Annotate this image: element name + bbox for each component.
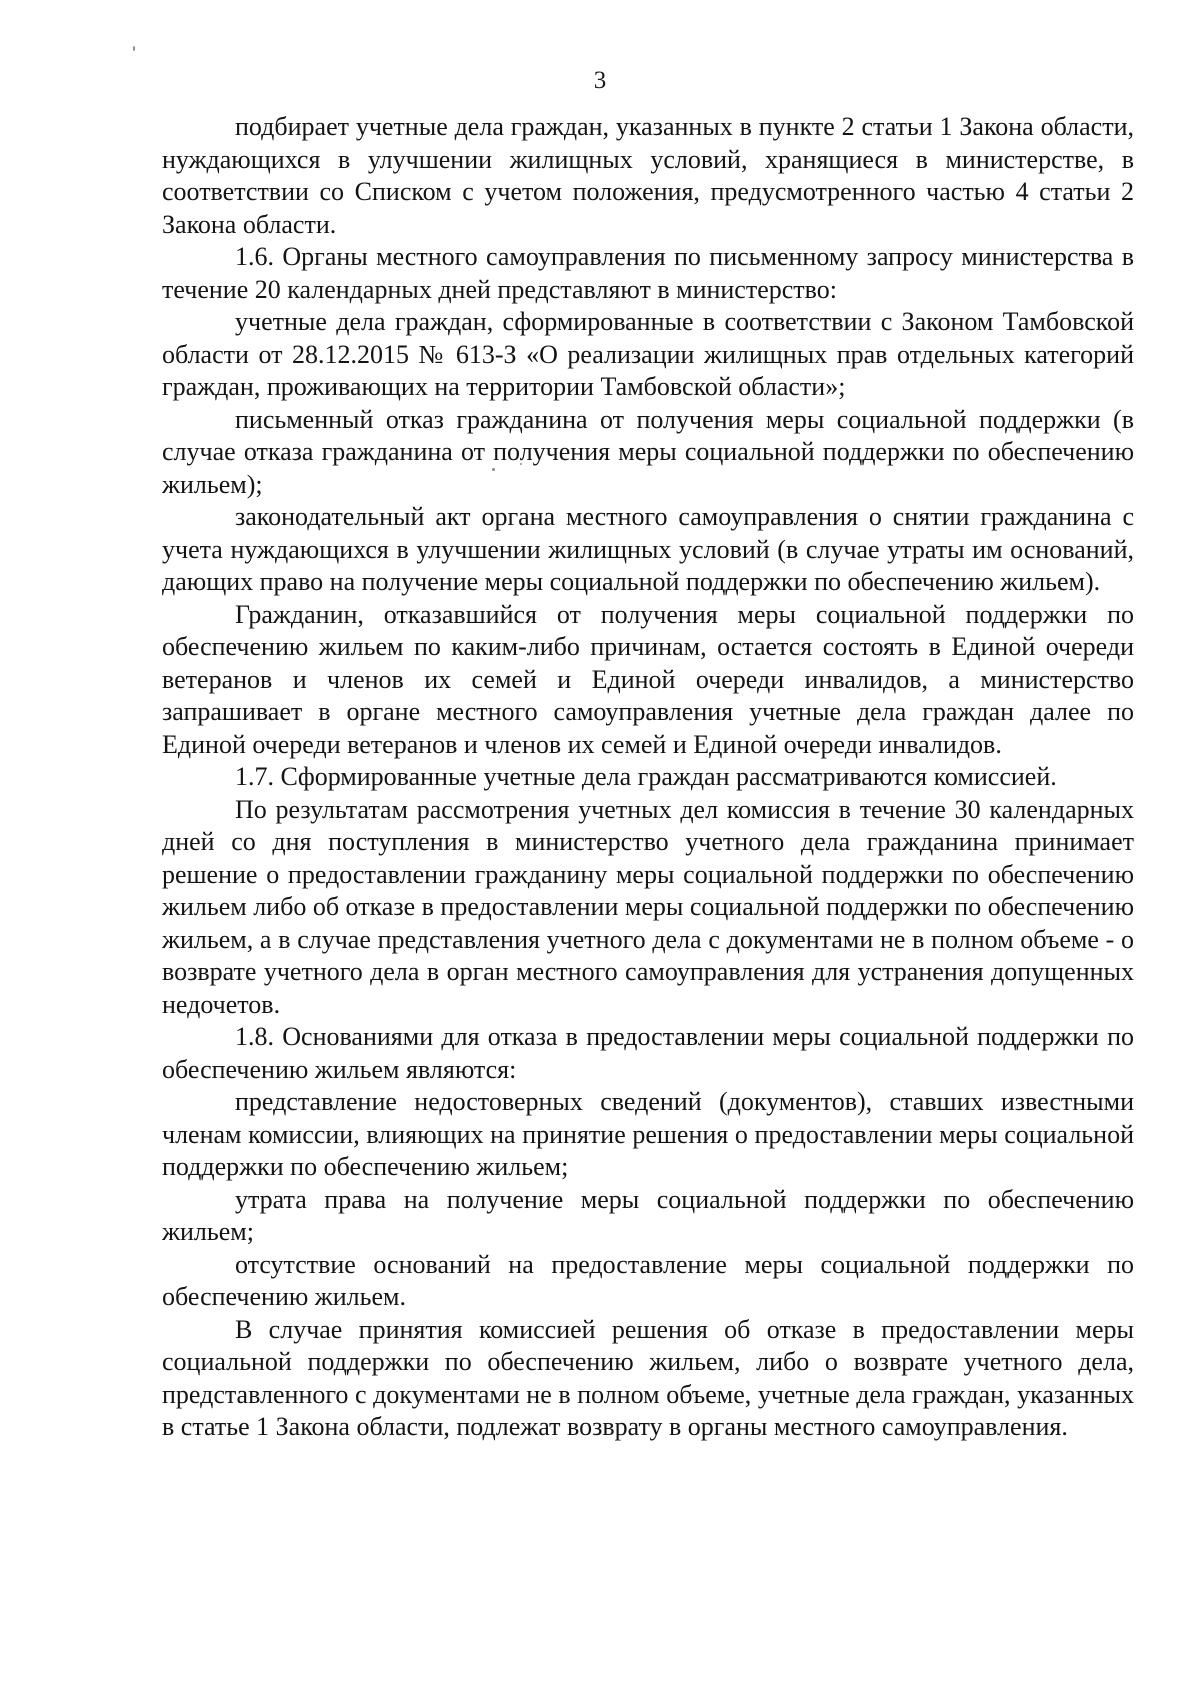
paragraph: утрата права на получение меры социальной поддержки по обеспечению жильем; — [162, 1184, 1134, 1246]
paragraph: письменный отказ гражданина от получения меры социальной поддержки (в случае отказа гражданина от получения меры социальной поддержки по обеспечению жильем); — [162, 404, 1134, 499]
paragraph: подбирает учетные дела граждан, указанных в пункте 2 статьи 1 Закона области, нуждающихся в улучшении жилищных условий, хранящиеся в министерстве, в соответствии со Списком с учетом положения, предусмотренного частью 4 статьи 2 Закона области. — [162, 112, 1134, 239]
paragraph: отсутствие оснований на предоставление меры социальной поддержки по обеспечению жильем. — [162, 1249, 1134, 1311]
page-number: 3 — [593, 67, 607, 94]
paragraph: 1.8. Основаниями для отказа в предоставлении меры социальной поддержки по обеспечению жильем являются: — [162, 1022, 1134, 1084]
scan-speck — [133, 46, 135, 51]
paragraph: В случае принятия комиссией решения об отказе в предоставлении меры социальной поддержки по обеспечению жильем, либо о возврате учетного дела, представленного с документами не в полном объеме, учетные дела граждан, указанных в статье 1 Закона области, подлежат возврату в органы местного самоуправления. — [162, 1314, 1134, 1441]
paragraph: учетные дела граждан, сформированные в соответствии с Законом Тамбовской области от 28.12.2015 № 613-З «О реализации жилищных прав отдельных категорий граждан, проживающих на территории Тамбовской области»; — [162, 307, 1134, 401]
document-body — [162, 111, 1134, 1444]
paragraph: представление недостоверных сведений (документов), ставших известными членам комиссии, влияющих на принятие решения о предоставлении меры социальной поддержки по обеспечению жильем; — [162, 1087, 1134, 1181]
paragraph: Гражданин, отказавшийся от получения меры социальной поддержки по обеспечению жильем по каким-либо причинам, остается состоять в Единой очереди ветеранов и членов их семей и Единой очереди инвалидов, а министерство запрашивает в органе местного самоуправления учетные дела граждан далее по Единой очереди ветеранов и членов их семей и Единой очереди инвалидов. — [162, 599, 1134, 759]
paragraph: 1.7. Сформированные учетные дела граждан рассматриваются комиссией. — [235, 762, 1057, 791]
paragraph: законодательный акт органа местного самоуправления о снятии гражданина с учета нуждающихся в улучшении жилищных условий (в случае утраты им оснований, дающих право на получение меры социальной поддержки по обеспечению жильем). — [162, 502, 1134, 596]
paragraph: 1.6. Органы местного самоуправления по письменному запросу министерства в течение 20 календарных дней представляют в министерство: — [162, 242, 1134, 304]
paragraph: По результатам рассмотрения учетных дел комиссия в течение 30 календарных дней со дня поступления в министерство учетного дела гражданина принимает решение о предоставлении гражданину меры социальной поддержки по обеспечению жильем либо об отказе в предоставлении меры социальной поддержки по обеспечению жильем, а в случае представления учетного дела с документами не в полном объеме - о возврате учетного дела в орган местного самоуправления для устранения допущенных недочетов. — [162, 794, 1135, 1019]
